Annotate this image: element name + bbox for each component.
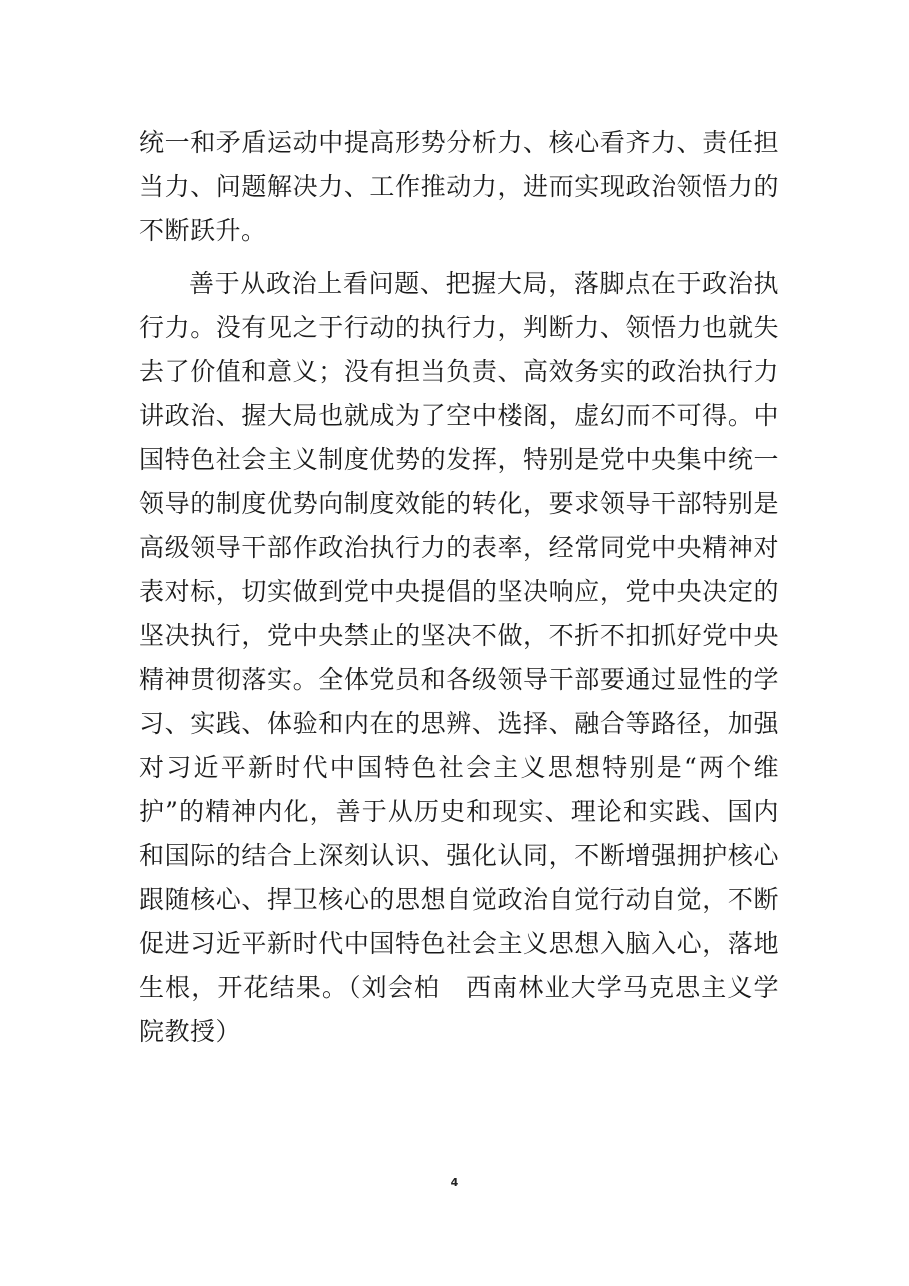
paragraph-line: 讲政治、握大局也就成为了空中楼阁，虚幻而不可得。中 xyxy=(139,401,779,430)
paragraph-line: 国特色社会主义制度优势的发挥，特别是党中央集中统一 xyxy=(139,445,779,474)
paragraph-line: 习、实践、体验和内在的思辨、选择、融合等路径，加强 xyxy=(139,709,779,738)
paragraph-line: 精神贯彻落实。全体党员和各级领导干部要通过显性的学 xyxy=(139,665,779,694)
paragraph-line: 高级领导干部作政治执行力的表率，经常同党中央精神对 xyxy=(139,533,779,562)
paragraph-line: 护”的精神内化，善于从历史和现实、理论和实践、国内 xyxy=(139,797,779,826)
paragraph-line: 院教授） xyxy=(139,1017,242,1046)
paragraph-line: 当力、问题解决力、工作推动力，进而实现政治领悟力的 xyxy=(139,172,779,201)
paragraph-2 xyxy=(139,262,779,1054)
paragraph-gap xyxy=(139,253,779,262)
paragraph-line: 不断跃升。 xyxy=(139,216,267,245)
paragraph-line: 去了价值和意义；没有担当负责、高效务实的政治执行力 xyxy=(139,357,779,386)
page-number: 4 xyxy=(450,1176,459,1189)
paragraph-1 xyxy=(139,121,779,253)
paragraph-line: 行力。没有见之于行动的执行力，判断力、领悟力也就失 xyxy=(139,313,779,342)
paragraph-line: 领导的制度优势向制度效能的转化，要求领导干部特别是 xyxy=(139,489,779,518)
paragraph-line: 和国际的结合上深刻认识、强化认同，不断增强拥护核心 xyxy=(139,841,779,870)
paragraph-line: 对习近平新时代中国特色社会主义思想特别是“两个维 xyxy=(139,753,779,782)
paragraph-line: 善于从政治上看问题、把握大局，落脚点在于政治执 xyxy=(189,269,779,298)
paragraph-line: 统一和矛盾运动中提高形势分析力、核心看齐力、责任担 xyxy=(139,128,779,157)
paragraph-line: 生根，开花结果。（刘会柏 西南林业大学马克思主义学 xyxy=(139,973,779,1002)
paragraph-line: 坚决执行，党中央禁止的坚决不做，不折不扣抓好党中央 xyxy=(139,621,779,650)
paragraph-line: 表对标，切实做到党中央提倡的坚决响应，党中央决定的 xyxy=(139,577,779,606)
paragraph-line: 促进习近平新时代中国特色社会主义思想入脑入心，落地 xyxy=(139,929,779,958)
paragraph-line: 跟随核心、捍卫核心的思想自觉政治自觉行动自觉，不断 xyxy=(139,885,779,914)
body-text xyxy=(139,121,779,1054)
